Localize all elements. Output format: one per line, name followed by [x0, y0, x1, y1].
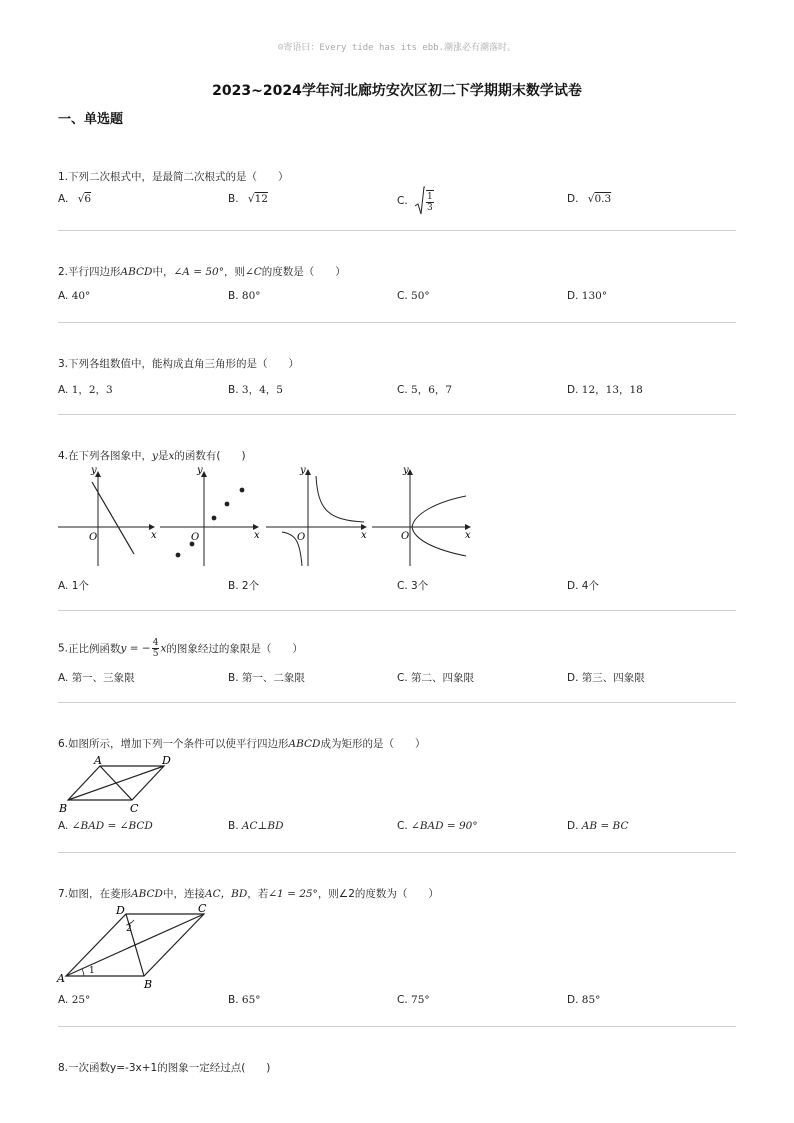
svg-text:x: x — [361, 530, 367, 541]
graph-1 — [58, 465, 157, 566]
svg-text:y: y — [91, 465, 97, 476]
question-6-option-c[interactable]: C. ∠BAD = 90° — [397, 820, 478, 832]
divider — [58, 1026, 736, 1027]
svg-text:1: 1 — [89, 966, 95, 976]
question-4-function-graphs — [56, 462, 472, 570]
svg-text:x: x — [465, 530, 471, 541]
svg-text:y: y — [403, 465, 409, 476]
svg-text:C: C — [198, 902, 207, 915]
graph-4 — [372, 465, 471, 566]
graph-3 — [266, 465, 367, 566]
question-7-option-c[interactable]: C. 75° — [397, 994, 430, 1006]
question-5-option-d[interactable]: D. 第三、四象限 — [567, 672, 645, 684]
question-7-rhombus-figure — [54, 902, 214, 990]
question-7-option-a[interactable]: A. 25° — [58, 994, 91, 1006]
question-3-option-b[interactable]: B. 3，4，5 — [228, 384, 283, 396]
question-4-option-a[interactable]: A. 1个 — [58, 580, 89, 592]
exam-title: 2023~2024学年河北廊坊安次区初二下学期期末数学试卷 — [212, 83, 582, 99]
svg-text:B: B — [59, 802, 68, 814]
question-4-option-c[interactable]: C. 3个 — [397, 580, 429, 592]
svg-text:x: x — [254, 530, 260, 541]
question-6-parallelogram-figure — [56, 752, 180, 814]
question-5-option-a[interactable]: A. 第一、三象限 — [58, 672, 135, 684]
divider — [58, 610, 736, 611]
question-6-option-d[interactable]: D. AB = BC — [567, 820, 629, 832]
question-1-option-d[interactable]: D. √0.3 — [567, 193, 612, 205]
svg-text:O: O — [191, 532, 200, 543]
question-5-option-c[interactable]: C. 第二、四象限 — [397, 672, 475, 684]
svg-text:O: O — [401, 531, 410, 542]
svg-text:A: A — [57, 972, 65, 985]
question-2-option-a[interactable]: A. 40° — [58, 290, 91, 302]
question-1-stem: 1.下列二次根式中，是最简二次根式的是（ ） — [58, 171, 289, 183]
svg-text:D: D — [162, 754, 171, 767]
page-motto: ☺寄语曰：Every tide has its ebb.潮涨必有潮落时。 — [277, 43, 517, 53]
question-2-option-c[interactable]: C. 50° — [397, 290, 430, 302]
question-3-option-c[interactable]: C. 5，6，7 — [397, 384, 453, 396]
radical-sign-icon — [415, 186, 425, 216]
divider — [58, 702, 736, 703]
divider — [58, 852, 736, 853]
question-5-option-b[interactable]: B. 第一、二象限 — [228, 672, 305, 684]
divider — [58, 414, 736, 415]
svg-text:D: D — [116, 904, 125, 917]
question-2-stem: 2.平行四边形ABCD中，∠A = 50°，则∠C的度数是（ ） — [58, 266, 346, 278]
question-4-option-b[interactable]: B. 2个 — [228, 580, 260, 592]
svg-text:O: O — [89, 532, 98, 543]
svg-text:O: O — [297, 532, 306, 543]
question-3-option-d[interactable]: D. 12，13，18 — [567, 384, 643, 396]
svg-text:2: 2 — [126, 924, 132, 934]
graph-2 — [160, 465, 260, 566]
question-5-stem: 5.正比例函数y = − $\frac{4}{5}$ x的图象经过的象限是（ ） — [58, 638, 303, 659]
question-4-stem: 4.在下列各图象中，y是x的函数有( ) — [58, 450, 246, 462]
question-1-option-a[interactable]: A. √6 — [58, 193, 92, 205]
question-3-option-a[interactable]: A. 1，2，3 — [58, 384, 113, 396]
section-heading: 一、单选题 — [58, 112, 124, 127]
divider — [58, 230, 736, 231]
svg-text:A: A — [94, 754, 102, 767]
svg-text:B: B — [144, 978, 153, 990]
question-6-option-b[interactable]: B. AC⊥BD — [228, 820, 284, 832]
question-7-option-d[interactable]: D. 85° — [567, 994, 601, 1006]
question-7-option-b[interactable]: B. 65° — [228, 994, 261, 1006]
question-7-stem: 7.如图，在菱形ABCD中，连接AC，BD，若∠1 = 25°，则∠2的度数为（ ） — [58, 888, 439, 900]
question-3-stem: 3.下列各组数值中，能构成直角三角形的是（ ） — [58, 358, 300, 370]
svg-text:y: y — [300, 465, 306, 476]
svg-text:C: C — [130, 802, 139, 814]
question-6-option-a[interactable]: A. ∠BAD = ∠BCD — [58, 820, 153, 832]
question-2-option-d[interactable]: D. 130° — [567, 290, 608, 302]
question-6-stem: 6.如图所示，增加下列一个条件可以使平行四边形ABCD成为矩形的是（ ） — [58, 738, 426, 750]
divider — [58, 322, 736, 323]
svg-text:y: y — [197, 465, 203, 476]
question-1-option-c[interactable]: C. $\frac{1}{3}$ — [397, 186, 435, 216]
question-4-option-d[interactable]: D. 4个 — [567, 580, 599, 592]
question-8-stem: 8.一次函数y=-3x+1的图象一定经过点( ) — [58, 1062, 271, 1074]
question-1-option-b[interactable]: B. √12 — [228, 193, 268, 205]
question-2-option-b[interactable]: B. 80° — [228, 290, 261, 302]
svg-text:x: x — [151, 530, 157, 541]
